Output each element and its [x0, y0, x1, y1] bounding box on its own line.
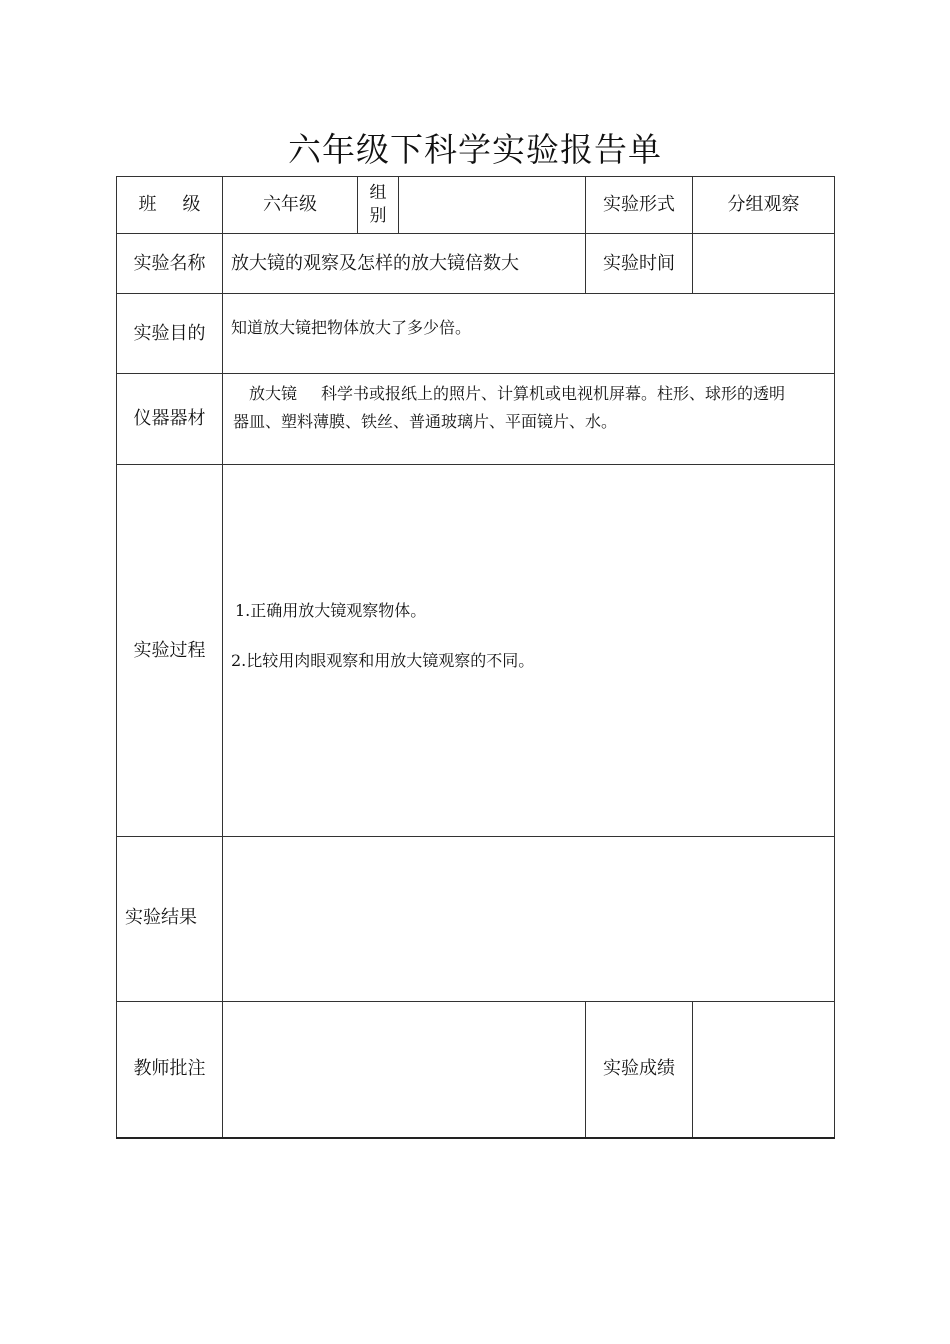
score-value-field[interactable]: [693, 1002, 835, 1138]
row-teacher: [117, 1002, 835, 1138]
class-value: 六年级: [223, 177, 358, 234]
row-class: [117, 177, 835, 234]
result-label: 实验结果: [117, 837, 223, 1002]
row-result: [117, 837, 835, 1002]
form-value: 分组观察: [693, 177, 835, 234]
equipment-item-magnifier: 放大镜: [249, 384, 298, 403]
equipment-label: 仪器器材: [117, 374, 223, 465]
row-purpose: [117, 294, 835, 374]
row-process: [117, 465, 835, 837]
time-label: 实验时间: [586, 234, 693, 294]
equipment-value: [223, 374, 835, 465]
group-value-field[interactable]: [399, 177, 586, 234]
class-label: 班 级: [117, 177, 223, 234]
teacher-label: 教师批注: [117, 1002, 223, 1138]
group-label: 组 别: [358, 177, 399, 234]
process-step-2: 2.比较用肉眼观察和用放大镜观察的不同。: [231, 651, 535, 670]
score-label: 实验成绩: [586, 1002, 693, 1138]
row-name: [117, 234, 835, 294]
equipment-list-line1: 科学书或报纸上的照片、计算机或电视机屏幕。柱形、球形的透明: [321, 384, 786, 403]
row-equipment: [117, 374, 835, 465]
process-value: [223, 465, 835, 837]
form-label: 实验形式: [586, 177, 693, 234]
equipment-list-line2: 器皿、塑料薄膜、铁丝、普通玻璃片、平面镜片、水。: [233, 412, 618, 431]
page-title: 六年级下科学实验报告单: [288, 130, 662, 169]
purpose-value: 知道放大镜把物体放大了多少倍。: [223, 294, 835, 374]
time-value-field[interactable]: [693, 234, 835, 294]
name-label: 实验名称: [117, 234, 223, 294]
name-value: 放大镜的观察及怎样的放大镜倍数大: [223, 234, 586, 294]
teacher-comment-field[interactable]: [223, 1002, 586, 1138]
result-value-field[interactable]: [223, 837, 835, 1002]
purpose-label: 实验目的: [117, 294, 223, 374]
report-table: [116, 176, 835, 1139]
process-step-1: 1.正确用放大镜观察物体。: [235, 601, 427, 620]
process-label: 实验过程: [117, 465, 223, 837]
